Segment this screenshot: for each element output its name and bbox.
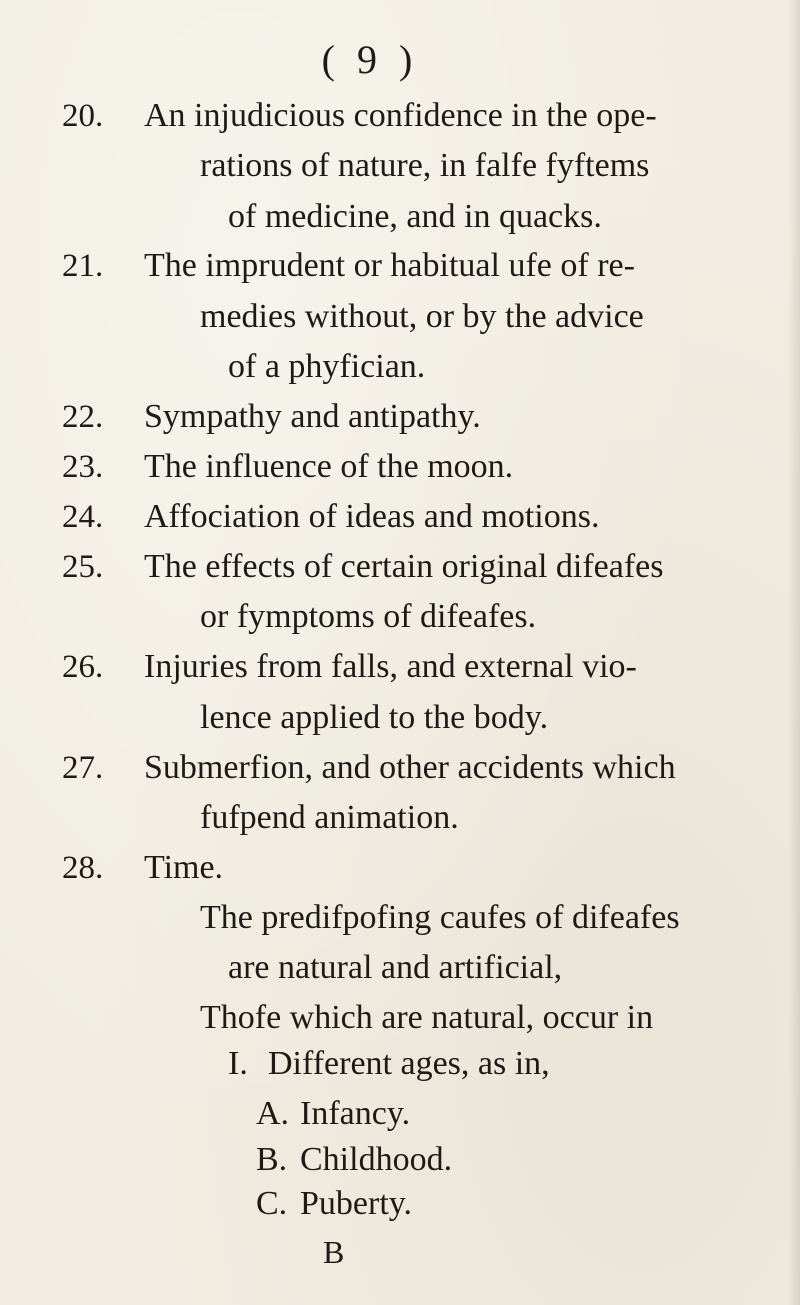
entry-number-21: 21.	[62, 248, 104, 284]
entry-27-line-2: fufpend animation.	[200, 799, 459, 836]
entry-21-line-1: The imprudent or habitual ufe of re-	[144, 247, 635, 284]
entry-25-line-1: The effects of certain original difeafes	[144, 548, 664, 585]
entry-20-line-2: rations of nature, in falfe fyftems	[200, 147, 650, 184]
item-label-c: C.	[256, 1185, 288, 1222]
signature-mark: B	[323, 1234, 345, 1270]
entry-22-line-1: Sympathy and antipathy.	[144, 398, 481, 435]
entry-20-line-1: An injudicious confidence in the ope-	[144, 97, 657, 134]
entry-28-line-1: Time.	[144, 849, 224, 886]
entry-21-line-3: of a phyfician.	[228, 348, 426, 385]
entry-number-24: 24.	[62, 499, 104, 535]
item-label-b: B.	[256, 1141, 288, 1178]
item-text-childhood: Childhood.	[300, 1141, 453, 1178]
entry-25-line-2: or fymptoms of difeafes.	[200, 598, 537, 635]
entry-23-line-1: The influence of the moon.	[144, 448, 514, 485]
subsection-label: I.	[228, 1045, 248, 1082]
entry-number-20: 20.	[62, 98, 104, 134]
page-number: ( 9 )	[321, 37, 419, 82]
item-text-infancy: Infancy.	[300, 1095, 411, 1132]
predisposing-line-3: Thofe which are natural, occur in	[200, 999, 654, 1036]
entry-number-25: 25.	[62, 549, 104, 585]
entry-number-28: 28.	[62, 850, 104, 886]
entry-20-line-3: of medicine, and in quacks.	[228, 198, 602, 235]
entry-26-line-1: Injuries from falls, and external vio-	[144, 648, 637, 685]
predisposing-line-2: are natural and artificial,	[228, 949, 563, 986]
entry-21-line-2: medies without, or by the advice	[200, 298, 644, 335]
entry-26-line-2: lence applied to the body.	[200, 699, 549, 736]
entry-27-line-1: Submerfion, and other accidents which	[144, 749, 676, 786]
entry-number-27: 27.	[62, 750, 104, 786]
predisposing-line-1: The predifpofing caufes of difeafes	[200, 899, 680, 936]
subsection-text: Different ages, as in,	[268, 1045, 550, 1082]
entry-number-23: 23.	[62, 449, 104, 485]
item-text-puberty: Puberty.	[300, 1185, 413, 1222]
item-label-a: A.	[256, 1095, 290, 1132]
page-edge-shadow	[788, 0, 800, 1305]
entry-24-line-1: Affociation of ideas and motions.	[144, 498, 600, 535]
entry-number-26: 26.	[62, 649, 104, 685]
entry-number-22: 22.	[62, 399, 104, 435]
